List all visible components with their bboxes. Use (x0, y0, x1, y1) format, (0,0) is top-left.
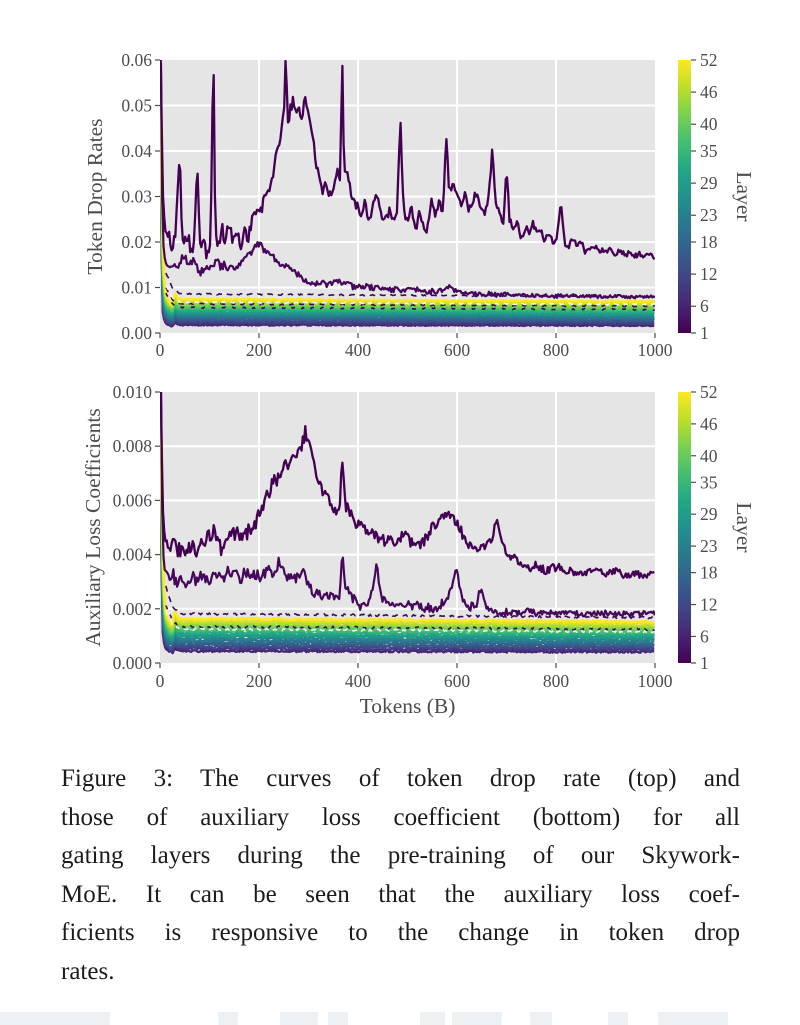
colorbar-tick-label: 6 (700, 296, 709, 317)
colorbar-tick-label: 12 (700, 594, 718, 615)
y-tick-label: 0.04 (121, 141, 152, 161)
colorbar-tick-label: 18 (700, 562, 718, 583)
y-axis-title: Auxiliary Loss Coefficients (81, 408, 105, 647)
caption-line: ficients is responsive to the change in token drop (61, 919, 740, 946)
x-tick-label: 800 (542, 340, 570, 360)
x-tick-label: 600 (443, 671, 471, 691)
y-tick-label: 0.02 (121, 232, 152, 252)
colorbar-tick-label: 6 (700, 626, 709, 647)
y-tick-label: 0.06 (121, 50, 152, 70)
colorbar-tick-label: 1 (700, 323, 709, 343)
x-tick-label: 1000 (637, 671, 673, 691)
x-tick-label: 0 (155, 340, 165, 360)
artifact-segment (218, 1012, 238, 1025)
x-tick-label: 400 (344, 671, 372, 691)
caption-line: Figure 3: The curves of token drop rate (top) and (61, 765, 740, 792)
colorbar-title: Layer (732, 502, 756, 553)
artifact-segment (452, 1012, 502, 1025)
figure-caption (61, 760, 740, 991)
y-tick-label: 0.002 (112, 598, 152, 619)
x-tick-label: 200 (245, 671, 273, 691)
colorbar-tick-label: 29 (700, 504, 718, 525)
y-tick-label: 0.03 (121, 186, 152, 207)
y-tick-label: 0.01 (121, 277, 152, 298)
colorbar-tick-label: 18 (700, 232, 718, 252)
artifact-segment (328, 1012, 348, 1025)
y-tick-label: 0.010 (112, 382, 152, 402)
artifact-segment (530, 1012, 552, 1025)
caption-line: rates. (61, 957, 115, 985)
y-tick-label: 0.000 (112, 653, 152, 673)
y-tick-label: 0.008 (112, 436, 152, 457)
colorbar-title: Layer (732, 171, 756, 222)
x-tick-label: 400 (344, 340, 372, 360)
artifact-segment (280, 1012, 318, 1025)
artifact-segment (658, 1012, 728, 1025)
colorbar-tick-label: 46 (700, 413, 718, 434)
caption-line: gating layers during the pre-training of our Skywork- (61, 842, 740, 869)
y-tick-label: 0.004 (112, 544, 152, 565)
artifact-segment (0, 1012, 110, 1025)
y-axis-title: Token Drop Rates (83, 118, 107, 275)
x-tick-label: 200 (245, 340, 273, 360)
x-axis-title: Tokens (B) (359, 694, 456, 718)
caption-line: those of auxiliary loss coefficient (bottom) for all (61, 803, 740, 831)
token-drop-rates-chart (0, 0, 800, 375)
artifact-segment (608, 1012, 628, 1025)
colorbar-tick-label: 12 (700, 264, 718, 285)
y-tick-label: 0.05 (121, 95, 152, 116)
colorbar-tick-label: 40 (700, 114, 718, 135)
colorbar-tick-label: 35 (700, 472, 718, 493)
caption-line: MoE. It can be seen that the auxiliary loss coef- (61, 880, 740, 908)
colorbar-tick-label: 46 (700, 82, 718, 103)
x-tick-label: 800 (542, 671, 570, 691)
layer-colorbar (678, 60, 691, 333)
x-tick-label: 1000 (637, 340, 673, 360)
colorbar-tick-label: 23 (700, 205, 718, 226)
x-tick-label: 600 (443, 340, 471, 360)
colorbar-tick-label: 35 (700, 141, 718, 161)
colorbar-tick-label: 52 (700, 50, 718, 70)
layer-colorbar (678, 392, 691, 663)
colorbar-tick-label: 40 (700, 445, 718, 466)
artifact-segment (420, 1012, 445, 1025)
x-tick-label: 0 (155, 671, 165, 691)
colorbar-tick-label: 23 (700, 536, 718, 557)
colorbar-tick-label: 52 (700, 382, 718, 402)
auxiliary-loss-coefficients-chart (0, 375, 800, 745)
y-tick-label: 0.006 (112, 490, 152, 511)
y-tick-label: 0.00 (121, 323, 152, 343)
colorbar-tick-label: 29 (700, 173, 718, 194)
colorbar-tick-label: 1 (700, 653, 709, 673)
